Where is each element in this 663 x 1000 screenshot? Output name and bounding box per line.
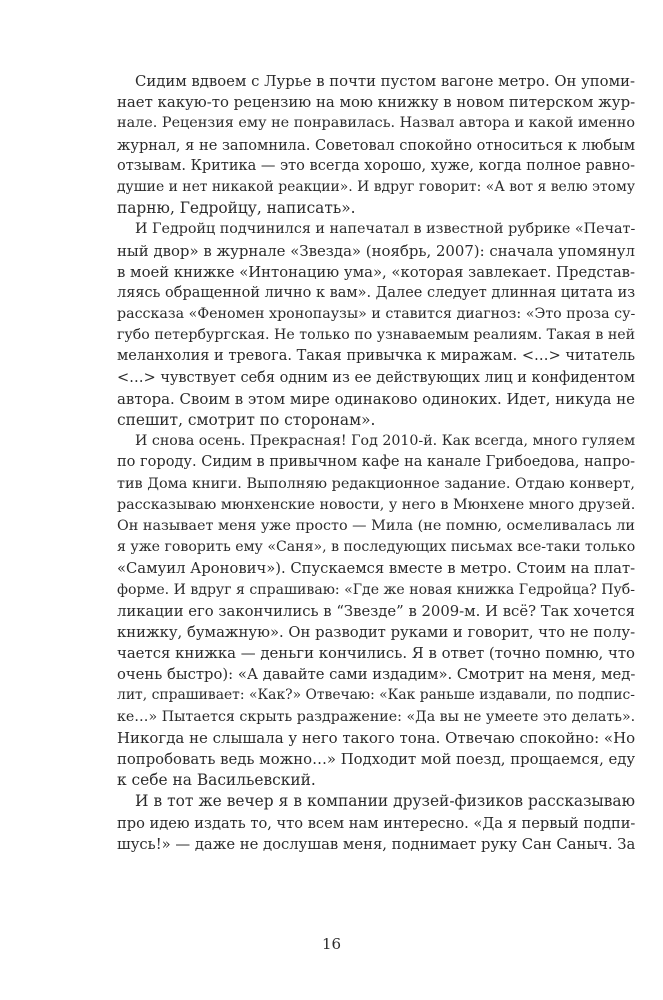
body-text: [117, 71, 635, 855]
text-line: отзывам. Критика — это всегда хорошо, хуже, когда полное равно-: [117, 157, 635, 174]
text-line: И Гедройц подчинился и напечатал в известной рубрике «Печат-: [135, 221, 636, 238]
text-line: <…> чувствует себя одним из ее действующих лиц и конфидентом: [117, 369, 635, 386]
text-line: ный двор» в журнале «Звезда» (ноябрь, 2007): сначала упомянул: [117, 241, 635, 260]
text-line: «Самуил Аронович»). Спускаемся вместе в метро. Стоим на плат-: [117, 560, 636, 578]
text-line: душие и нет никакой реакции». И вдруг говорит: «А вот я велю этому: [117, 178, 635, 195]
text-line: Никогда не слышала у него такого тона. Отвечаю спокойно: «Но: [117, 728, 636, 747]
text-line: ке…» Пытается скрыть раздражение: «Да вы не умеете это делать».: [117, 708, 636, 725]
text-line: лит, спрашивает: «Как?» Отвечаю: «Как раньше издавали, по подпис-: [117, 687, 635, 704]
text-line: попробовать ведь можно…» Подходит мой поезд, прощаемся, еду: [117, 751, 636, 768]
text-line: рассказываю мюнхенские новости, у него в Мюнхене много друзей.: [117, 496, 636, 513]
text-line: рассказа «Феномен хронопаузы» и ставится диагноз: «Это проза су-: [117, 306, 636, 323]
text-line: И в тот же вечер я в компании друзей-физиков рассказываю: [135, 792, 635, 811]
text-line: тив Дома книги. Выполняю редакционное задание. Отдаю конверт,: [117, 475, 635, 492]
text-line: Сидим вдвоем с Лурье в почти пустом вагоне метро. Он упоми-: [135, 73, 636, 90]
text-line: шусь!» — даже не дослушав меня, поднимает руку Сан Саныч. За: [117, 835, 636, 853]
text-line: нает какую-то рецензию на мою книжку в новом питерском жур-: [117, 93, 636, 112]
text-line: книжку, бумажную». Он разводит руками и говорит, что не полу-: [117, 623, 636, 641]
text-line: И снова осень. Прекрасная! Год 2010-й. Как всегда, много гуляем: [135, 433, 636, 450]
text-line: Он называет меня уже просто — Мила (не помню, осмеливалась ли: [117, 517, 635, 534]
text-line: к себе на Васильевский.: [117, 771, 316, 790]
text-line: очень быстро): «А давайте сами издадим». Смотрит на меня, мед-: [117, 666, 636, 684]
text-line: автора. Своим в этом мире одинаково одиноких. Идет, никуда не: [117, 389, 635, 408]
text-line: чается книжка — деньги кончились. Я в ответ (точно помню, что: [117, 644, 635, 663]
paragraph: [117, 219, 635, 431]
text-line: ликации его закончились в “Звезде” в 2009-м. И всё? Так хочется: [117, 602, 635, 620]
paragraph: [117, 791, 635, 855]
text-line: меланхолия и тревога. Такая привычка к миражам. <…> читатель: [117, 348, 636, 365]
text-line: я уже говорить ему «Саня», в последующих письмах все-таки только: [117, 539, 636, 556]
text-line: форме. И вдруг я спрашиваю: «Где же новая книжка Гедройца? Пуб-: [117, 581, 635, 598]
paragraph: [117, 71, 635, 219]
text-line: парню, Гедройцу, написать».: [117, 199, 356, 218]
text-line: губо петербургская. Не только по узнаваемым реалиям. Такая в ней: [117, 327, 636, 344]
text-line: ляясь обращенной лично к вам». Далее следует длинная цитата из: [117, 284, 636, 301]
text-line: в моей книжке «Интонацию ума», «которая завлекает. Представ-: [117, 263, 635, 281]
text-line: журнал, я не запомнила. Советовал спокойно относиться к любым: [117, 136, 636, 154]
paragraph: [117, 431, 635, 791]
text-line: про идею издать то, что всем нам интересно. «Да я первый подпи-: [117, 814, 636, 832]
page-number: 16: [321, 935, 342, 953]
text-line: нале. Рецензия ему не понравилась. Назвал автора и какой именно: [117, 115, 635, 132]
text-line: спешит, смотрит по сторонам».: [117, 411, 376, 429]
text-line: по городу. Сидим в привычном кафе на канале Грибоедова, напро-: [117, 454, 636, 471]
